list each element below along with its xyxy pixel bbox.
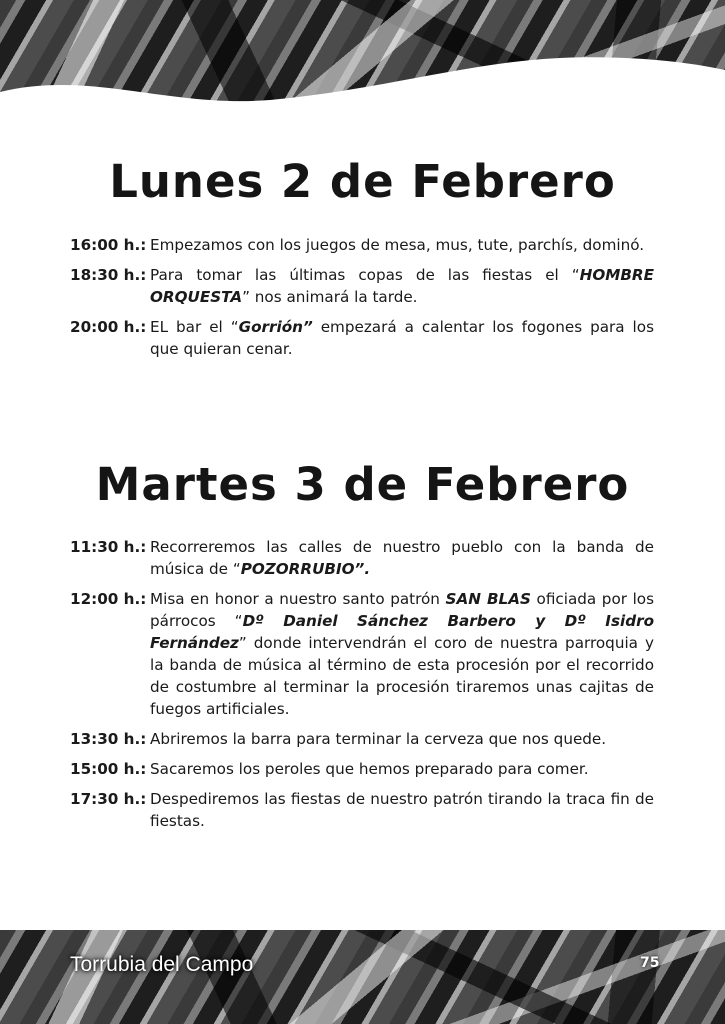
- schedule-entry: [70, 264, 654, 308]
- schedule-entry: [70, 788, 654, 832]
- entry-text: Para tomar las últimas copas de las fiestas el “HOMBRE ORQUESTA” nos animará la tarde.: [150, 266, 654, 306]
- schedule-entry: [70, 316, 654, 360]
- page-number: 75: [640, 955, 660, 971]
- entry-time: 11:30 h.:: [70, 538, 147, 556]
- entry-time: 18:30 h.:: [70, 266, 147, 284]
- day-heading-monday: Lunes 2 de Febrero: [109, 155, 616, 208]
- day-heading-tuesday: Martes 3 de Febrero: [95, 458, 630, 511]
- entry-time: 17:30 h.:: [70, 790, 147, 808]
- entry-time: 16:00 h.:: [70, 236, 147, 254]
- entry-time: 13:30 h.:: [70, 730, 147, 748]
- entry-time: 20:00 h.:: [70, 318, 147, 336]
- schedule-entry: [70, 588, 654, 720]
- entry-text: EL bar el “Gorrión” empezará a calentar los fogones para los que quieran cenar.: [150, 318, 654, 358]
- top-wave-shape: [0, 0, 725, 110]
- entry-time: 15:00 h.:: [70, 760, 147, 778]
- entry-text: Abriremos la barra para terminar la cerveza que nos quede.: [150, 730, 607, 748]
- bottom-decorative-band: [0, 930, 725, 1024]
- schedule-entry: [70, 758, 654, 780]
- entry-text: Sacaremos los peroles que hemos preparado para comer.: [150, 760, 589, 778]
- entry-time: 12:00 h.:: [70, 590, 147, 608]
- schedule-monday: [70, 234, 654, 368]
- schedule-entry: [70, 234, 654, 256]
- top-decorative-band: [0, 0, 725, 110]
- schedule-entry: [70, 728, 654, 750]
- schedule-tuesday: [70, 536, 654, 840]
- entry-text: Despediremos las fiestas de nuestro patrón tirando la traca fin de fiestas.: [150, 790, 654, 830]
- entry-text: Recorreremos las calles de nuestro pueblo con la banda de música de “POZORRUBIO”.: [150, 538, 654, 578]
- schedule-entry: [70, 536, 654, 580]
- entry-text: Misa en honor a nuestro santo patrón SAN BLAS oficiada por los párrocos “Dº Daniel Sánchez Barbero y Dº Isidro Fernández” donde intervendrán el coro de nuestra parroquia y la banda de música al término de esta procesión por el recorrido de costumbre al terminar la procesión tiraremos unas cajitas de fuegos artificiales.: [150, 590, 654, 718]
- entry-text: Empezamos con los juegos de mesa, mus, tute, parchís, dominó.: [150, 236, 645, 254]
- footer-town-name: Torrubia del Campo: [70, 953, 254, 976]
